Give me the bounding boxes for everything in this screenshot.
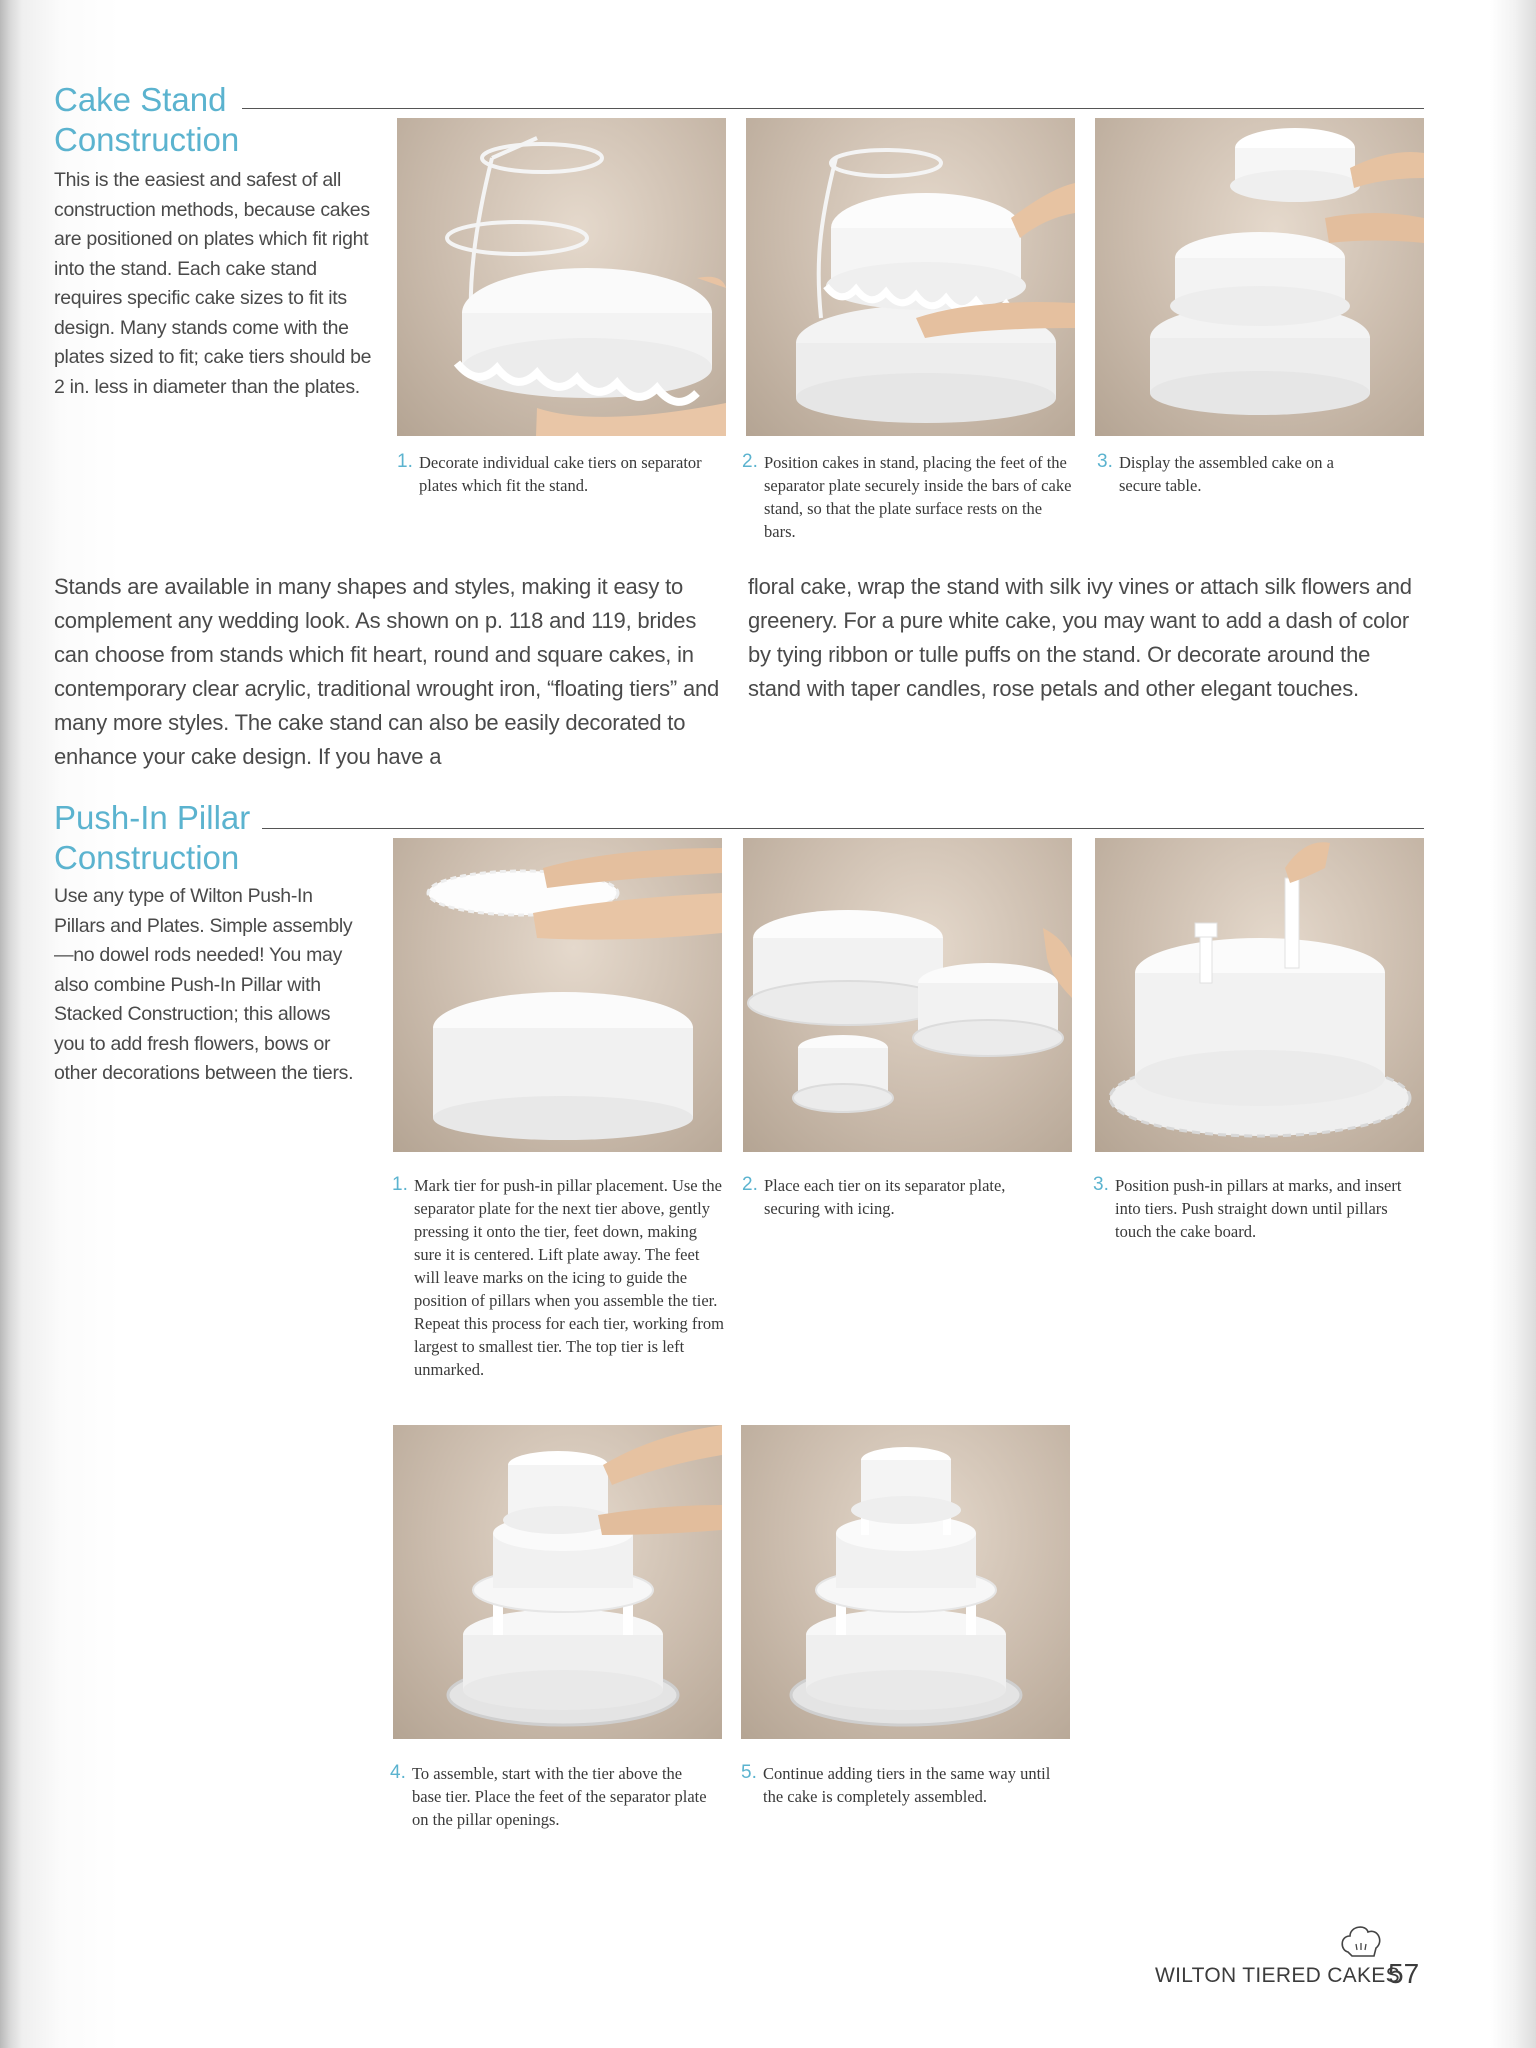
step-text: Position push-in pillars at marks, and insert into tiers. Push straight down until pillars touch the cake board. [1115, 1176, 1402, 1241]
chef-hat-icon [1338, 1922, 1386, 1962]
footer-book-title: WILTON TIERED CAKES [1155, 1964, 1400, 1987]
step-caption-3 [1093, 1174, 1423, 1243]
step-text: Decorate individual cake tiers on separator plates which fit the stand. [419, 453, 702, 495]
step-caption-2 [742, 1174, 1042, 1220]
title-line-1: Cake Stand [54, 81, 227, 118]
step-number: 4. [390, 1762, 406, 1783]
title-line-1: Push-In Pillar [54, 799, 251, 836]
step-caption-2 [742, 451, 1072, 543]
section-rule [242, 108, 1424, 109]
step-text: Position cakes in stand, placing the feet of the separator plate securely inside the bars of cake stand, so that the plate surface rests on the bars. [764, 453, 1072, 541]
step-caption-3 [1097, 451, 1367, 497]
step-caption-1 [397, 451, 727, 497]
body-paragraph-right: floral cake, wrap the stand with silk ivy vines or attach silk flowers and greenery. For a pure white cake, you may want to add a dash of color by tying ribbon or tulle puffs on the stand. Or decorate around the stand with taper candles, rose petals and other elegant touches. [748, 574, 1412, 701]
step-photo-4 [393, 1425, 722, 1739]
step-text: To assemble, start with the tier above the base tier. Place the feet of the separator plate on the pillar openings. [412, 1764, 707, 1829]
step-number: 5. [741, 1762, 757, 1783]
step-photo-3 [1095, 838, 1424, 1152]
step-number: 1. [397, 451, 413, 472]
step-number: 1. [392, 1174, 408, 1195]
step-photo-1 [393, 838, 722, 1152]
step-caption-1 [392, 1174, 724, 1381]
step-number: 3. [1097, 451, 1113, 472]
page-number: 57 [1388, 1958, 1420, 1989]
step-caption-4 [390, 1762, 710, 1831]
step-text: Display the assembled cake on a secure table. [1119, 453, 1334, 495]
step-number: 2. [742, 451, 758, 472]
step-photo-2 [743, 838, 1072, 1152]
title-line-2: Construction [54, 839, 240, 876]
step-number: 3. [1093, 1174, 1109, 1195]
title-line-2: Construction [54, 121, 240, 158]
section-rule [262, 828, 1424, 829]
step-text: Continue adding tiers in the same way until the cake is completely assembled. [763, 1764, 1051, 1806]
step-text: Place each tier on its separator plate, securing with icing. [764, 1176, 1006, 1218]
step-number: 2. [742, 1174, 758, 1195]
step-caption-5 [741, 1762, 1071, 1808]
step-photo-3 [1095, 118, 1424, 436]
section-intro: Use any type of Wilton Push-In Pillars and Plates. Simple assembly—no dowel rods needed! You may also combine Push-In Pillar with Stacked Construction; this allows you to add fresh flowers, bows or other decorations between the tiers. [54, 885, 354, 1084]
step-photo-2 [746, 118, 1075, 436]
step-text: Mark tier for push-in pillar placement. Use the separator plate for the next tier above, gently pressing it onto the tier, feet down, making sure it is centered. Lift plate away. The feet will leave marks on the icing to guide the position of pillars when you assemble the tier. Repeat this process for each tier, working from largest to smallest tier. The top tier is left unmarked. [414, 1176, 724, 1379]
section-title-cake-stand [54, 80, 239, 160]
step-photo-1 [397, 118, 726, 436]
step-photo-5 [741, 1425, 1070, 1739]
section-title-push-in-pillar [54, 798, 250, 878]
body-paragraph-left: Stands are available in many shapes and styles, making it easy to complement any wedding look. As shown on p. 118 and 119, brides can choose from stands which fit heart, round and square cakes, in contemporary clear acrylic, traditional wrought iron, “floating tiers” and many more styles. The cake stand can also be easily decorated to enhance your cake design. If you have a [54, 574, 720, 769]
section-intro: This is the easiest and safest of all construction methods, because cakes are positioned on plates which fit right into the stand. Each cake stand requires specific cake sizes to fit its design. Many stands come with the plates sized to fit; cake tiers should be 2 in. less in diameter than the plates. [54, 169, 372, 398]
